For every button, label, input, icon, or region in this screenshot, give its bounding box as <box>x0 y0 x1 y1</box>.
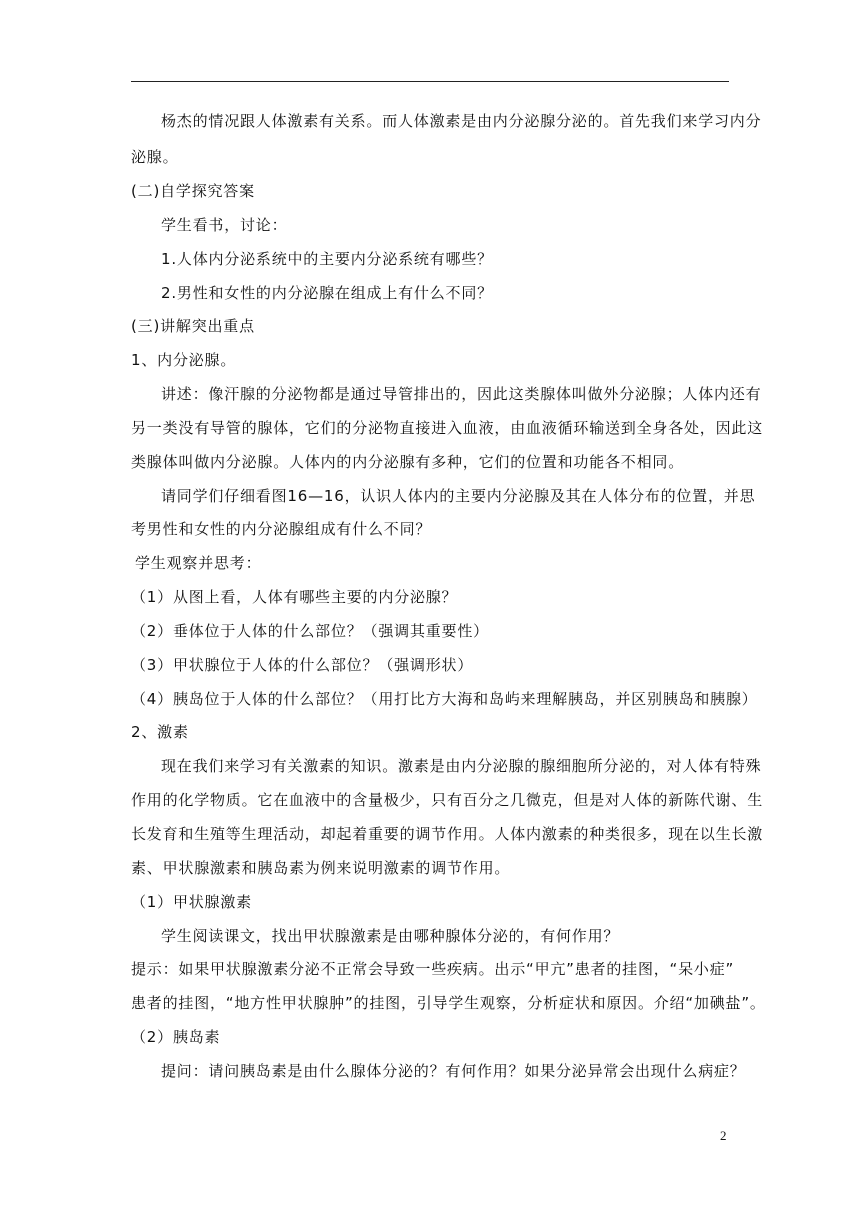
text-line: 请同学们仔细看图16—16，认识人体内的主要内分泌腺及其在人体分布的位置，并思 <box>161 487 756 505</box>
text-line: 考男性和女性的内分泌腺组成有什么不同？ <box>131 520 432 538</box>
text-line: 讲述：像汗腺的分泌物都是通过导管排出的，因此这类腺体叫做外分泌腺；人体内还有 <box>161 385 762 403</box>
list-item: （1）从图上看，人体有哪些主要的内分泌腺？ <box>131 588 458 606</box>
question-line: 2.男性和女性的内分泌腺在组成上有什么不同？ <box>161 284 493 302</box>
text-line: 提示：如果甲状腺激素分泌不正常会导致一些疾病。出示“甲亢”患者的挂图，“呆小症” <box>131 960 735 978</box>
text-line: 现在我们来学习有关激素的知识。激素是由内分泌腺的腺细胞所分泌的，对人体有特殊 <box>161 757 762 775</box>
text-line: 提问：请问胰岛素是由什么腺体分泌的？有何作用？如果分泌异常会出现什么病症？ <box>161 1062 746 1080</box>
list-item: （2）胰岛素 <box>131 1028 221 1046</box>
subsection-heading: 2、激素 <box>131 723 189 741</box>
section-heading: (三)讲解突出重点 <box>131 317 255 335</box>
section-heading: (二)自学探究答案 <box>131 182 255 200</box>
text-line: 类腺体叫做内分泌腺。人体内的内分泌腺有多种，它们的位置和功能各不相同。 <box>131 453 685 471</box>
text-line: 杨杰的情况跟人体激素有关系。而人体激素是由内分泌腺分泌的。首先我们来学习内分 <box>161 112 762 130</box>
text-line: 长发育和生殖等生理活动，却起着重要的调节作用。人体内激素的种类很多，现在以生长激 <box>131 825 764 843</box>
text-line: 学生阅读课文，找出甲状腺激素是由哪种腺体分泌的，有何作用？ <box>161 927 620 945</box>
text-line: 学生看书，讨论： <box>161 216 288 234</box>
text-line: 泌腺。 <box>131 148 179 166</box>
text-line: 另一类没有导管的腺体，它们的分泌物直接进入血液，由血液循环输送到全身各处，因此这 <box>131 419 764 437</box>
text-line: 素、甲状腺激素和胰岛素为例来说明激素的调节作用。 <box>131 859 511 877</box>
page-number: 2 <box>720 1128 727 1143</box>
text-line: 作用的化学物质。它在血液中的含量极少，只有百分之几微克，但是对人体的新陈代谢、生 <box>131 791 764 809</box>
list-item: （3）甲状腺位于人体的什么部位？（强调形状） <box>131 656 474 674</box>
question-line: 1.人体内分泌系统中的主要内分泌系统有哪些？ <box>161 250 493 268</box>
subsection-heading: 1、内分泌腺。 <box>131 351 237 369</box>
header-rule <box>131 81 729 82</box>
list-item: （4）胰岛位于人体的什么部位？（用打比方大海和岛屿来理解胰岛，并区别胰岛和胰腺） <box>131 690 758 708</box>
list-item: （2）垂体位于人体的什么部位？（强调其重要性） <box>131 622 489 640</box>
text-line: 患者的挂图，“地方性甲状腺肿”的挂图，引导学生观察，分析症状和原因。介绍“加碘盐”。 <box>131 994 766 1012</box>
text-line: 学生观察并思考： <box>135 554 262 572</box>
list-item: （1）甲状腺激素 <box>131 893 252 911</box>
